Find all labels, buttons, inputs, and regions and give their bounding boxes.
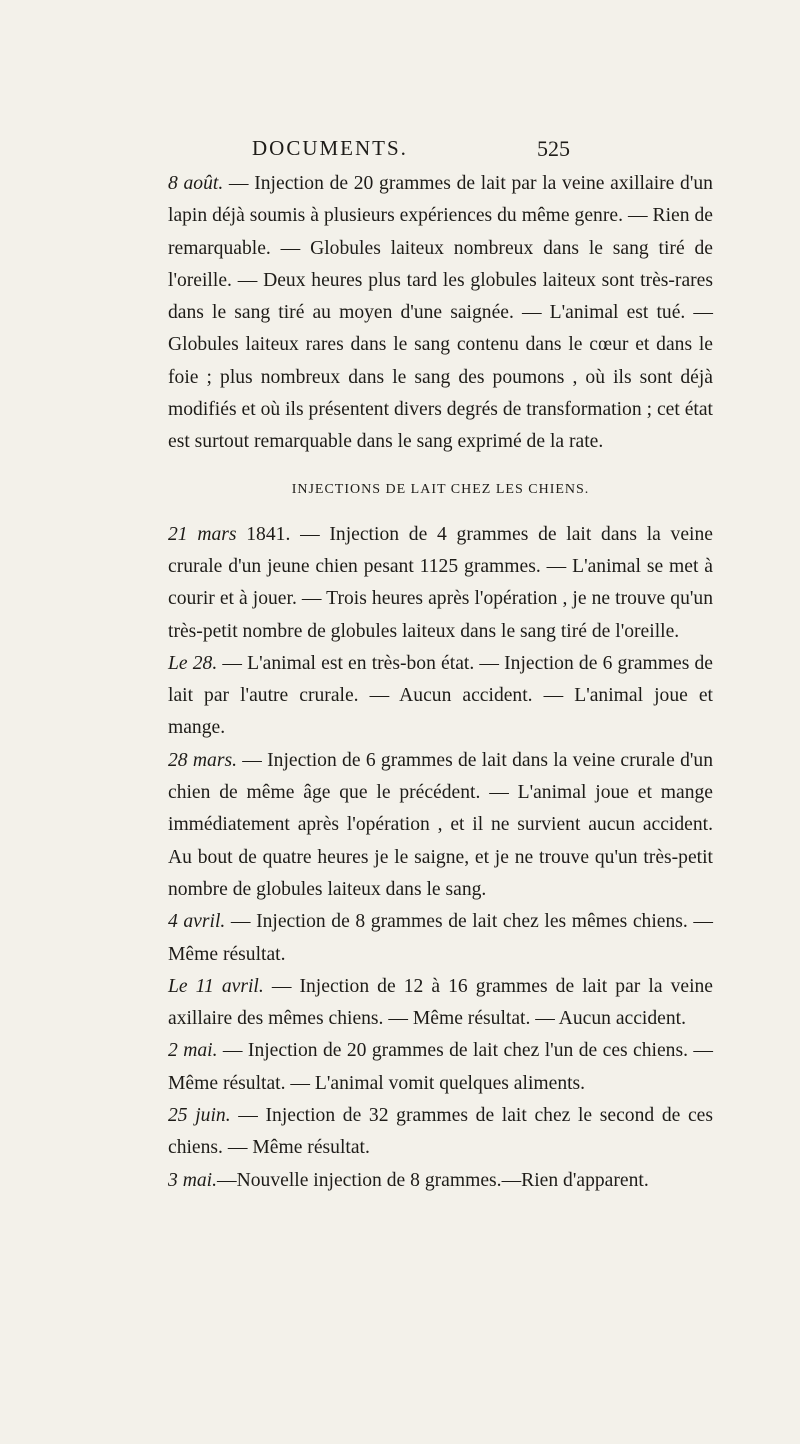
entry-date: Le 11 avril. xyxy=(168,975,264,997)
entry-4-avril xyxy=(168,906,713,971)
entry-text: — Injection de 12 à 16 grammes de lait par la veine axillaire des mêmes chiens. — Même résultat. — Aucun accident. xyxy=(168,975,714,1030)
entry-text: —Nouvelle injection de 8 grammes.—Rien d'apparent. xyxy=(216,1169,649,1191)
entry-date: 8 août. xyxy=(168,173,224,194)
entry-text: — Injection de 32 grammes de lait chez le second de ces chiens. — Même résultat. xyxy=(168,1105,713,1159)
running-head xyxy=(0,136,800,166)
section-heading: INJECTIONS DE LAIT CHEZ LES CHIENS. xyxy=(291,481,590,497)
entry-date: 25 juin. xyxy=(168,1105,231,1127)
entry-2-mai xyxy=(168,1035,713,1100)
entry-text: 1841. — Injection de 4 grammes de lait dans la veine crurale d'un jeune chien pesant 1125 grammes. — L'animal se met à courir et à jouer. — Trois heures après l'opération , je ne trouve qu'un très-petit nombre de globules laiteux dans le sang tiré de l'oreille. xyxy=(168,523,713,642)
entry-date: 28 mars. xyxy=(168,749,237,771)
entry-date: 2 mai. xyxy=(168,1040,218,1062)
page-number: 525 xyxy=(537,136,570,161)
entry-21-mars xyxy=(168,519,713,648)
entry-date: 21 mars xyxy=(168,523,237,545)
entry-date: 3 mai. xyxy=(168,1169,217,1191)
entry-28-mars xyxy=(168,745,713,906)
entry-date: Le 28. xyxy=(168,652,218,674)
entry-text: — Injection de 8 grammes de lait chez les mêmes chiens. — Même résultat. xyxy=(168,911,713,965)
entry-text: — Injection de 6 grammes de lait dans la veine crurale d'un chien de même âge que le précédent. — L'animal joue et mange immédiatement après l'opération , et il ne survient aucun accident. Au bout de quatre heures je le saigne, et je ne trouve qu'un très-petit nombre de globules laiteux dans le sang. xyxy=(168,749,714,900)
entry-11-avril xyxy=(168,971,713,1036)
entry-25-juin xyxy=(168,1100,713,1165)
running-title: DOCUMENTS. xyxy=(252,136,408,160)
paragraph-rabbit-experiment xyxy=(168,168,713,459)
entry-date: 4 avril. xyxy=(168,911,226,933)
entry-3-mai xyxy=(168,1165,713,1197)
entry-le-28 xyxy=(168,648,713,745)
entry-text: — Injection de 20 grammes de lait chez l'un de ces chiens. — Même résultat. — L'animal vomit quelques aliments. xyxy=(168,1040,714,1094)
entry-text: — Injection de 20 grammes de lait par la veine axillaire d'un lapin déjà soumis à plusieurs expériences du même genre. — Rien de remarquable. — Globules laiteux nombreux dans le sang tiré de l'oreille. — Deux heures plus tard les globules laiteux sont très-rares dans le sang tiré au moyen d'une saignée. — L'animal est tué. — Globules laiteux rares dans le sang contenu dans le cœur et dans le foie ; plus nombreux dans le sang des poumons , où ils sont déjà modifiés et où ils présentent divers degrés de transformation ; cet état est surtout remarquable dans le sang exprimé de la rate. xyxy=(168,173,713,453)
entry-text: — L'animal est en très-bon état. — Injection de 6 grammes de lait par l'autre crurale. — Aucun accident. — L'animal joue et mange. xyxy=(168,652,713,739)
page-body xyxy=(168,168,713,1197)
